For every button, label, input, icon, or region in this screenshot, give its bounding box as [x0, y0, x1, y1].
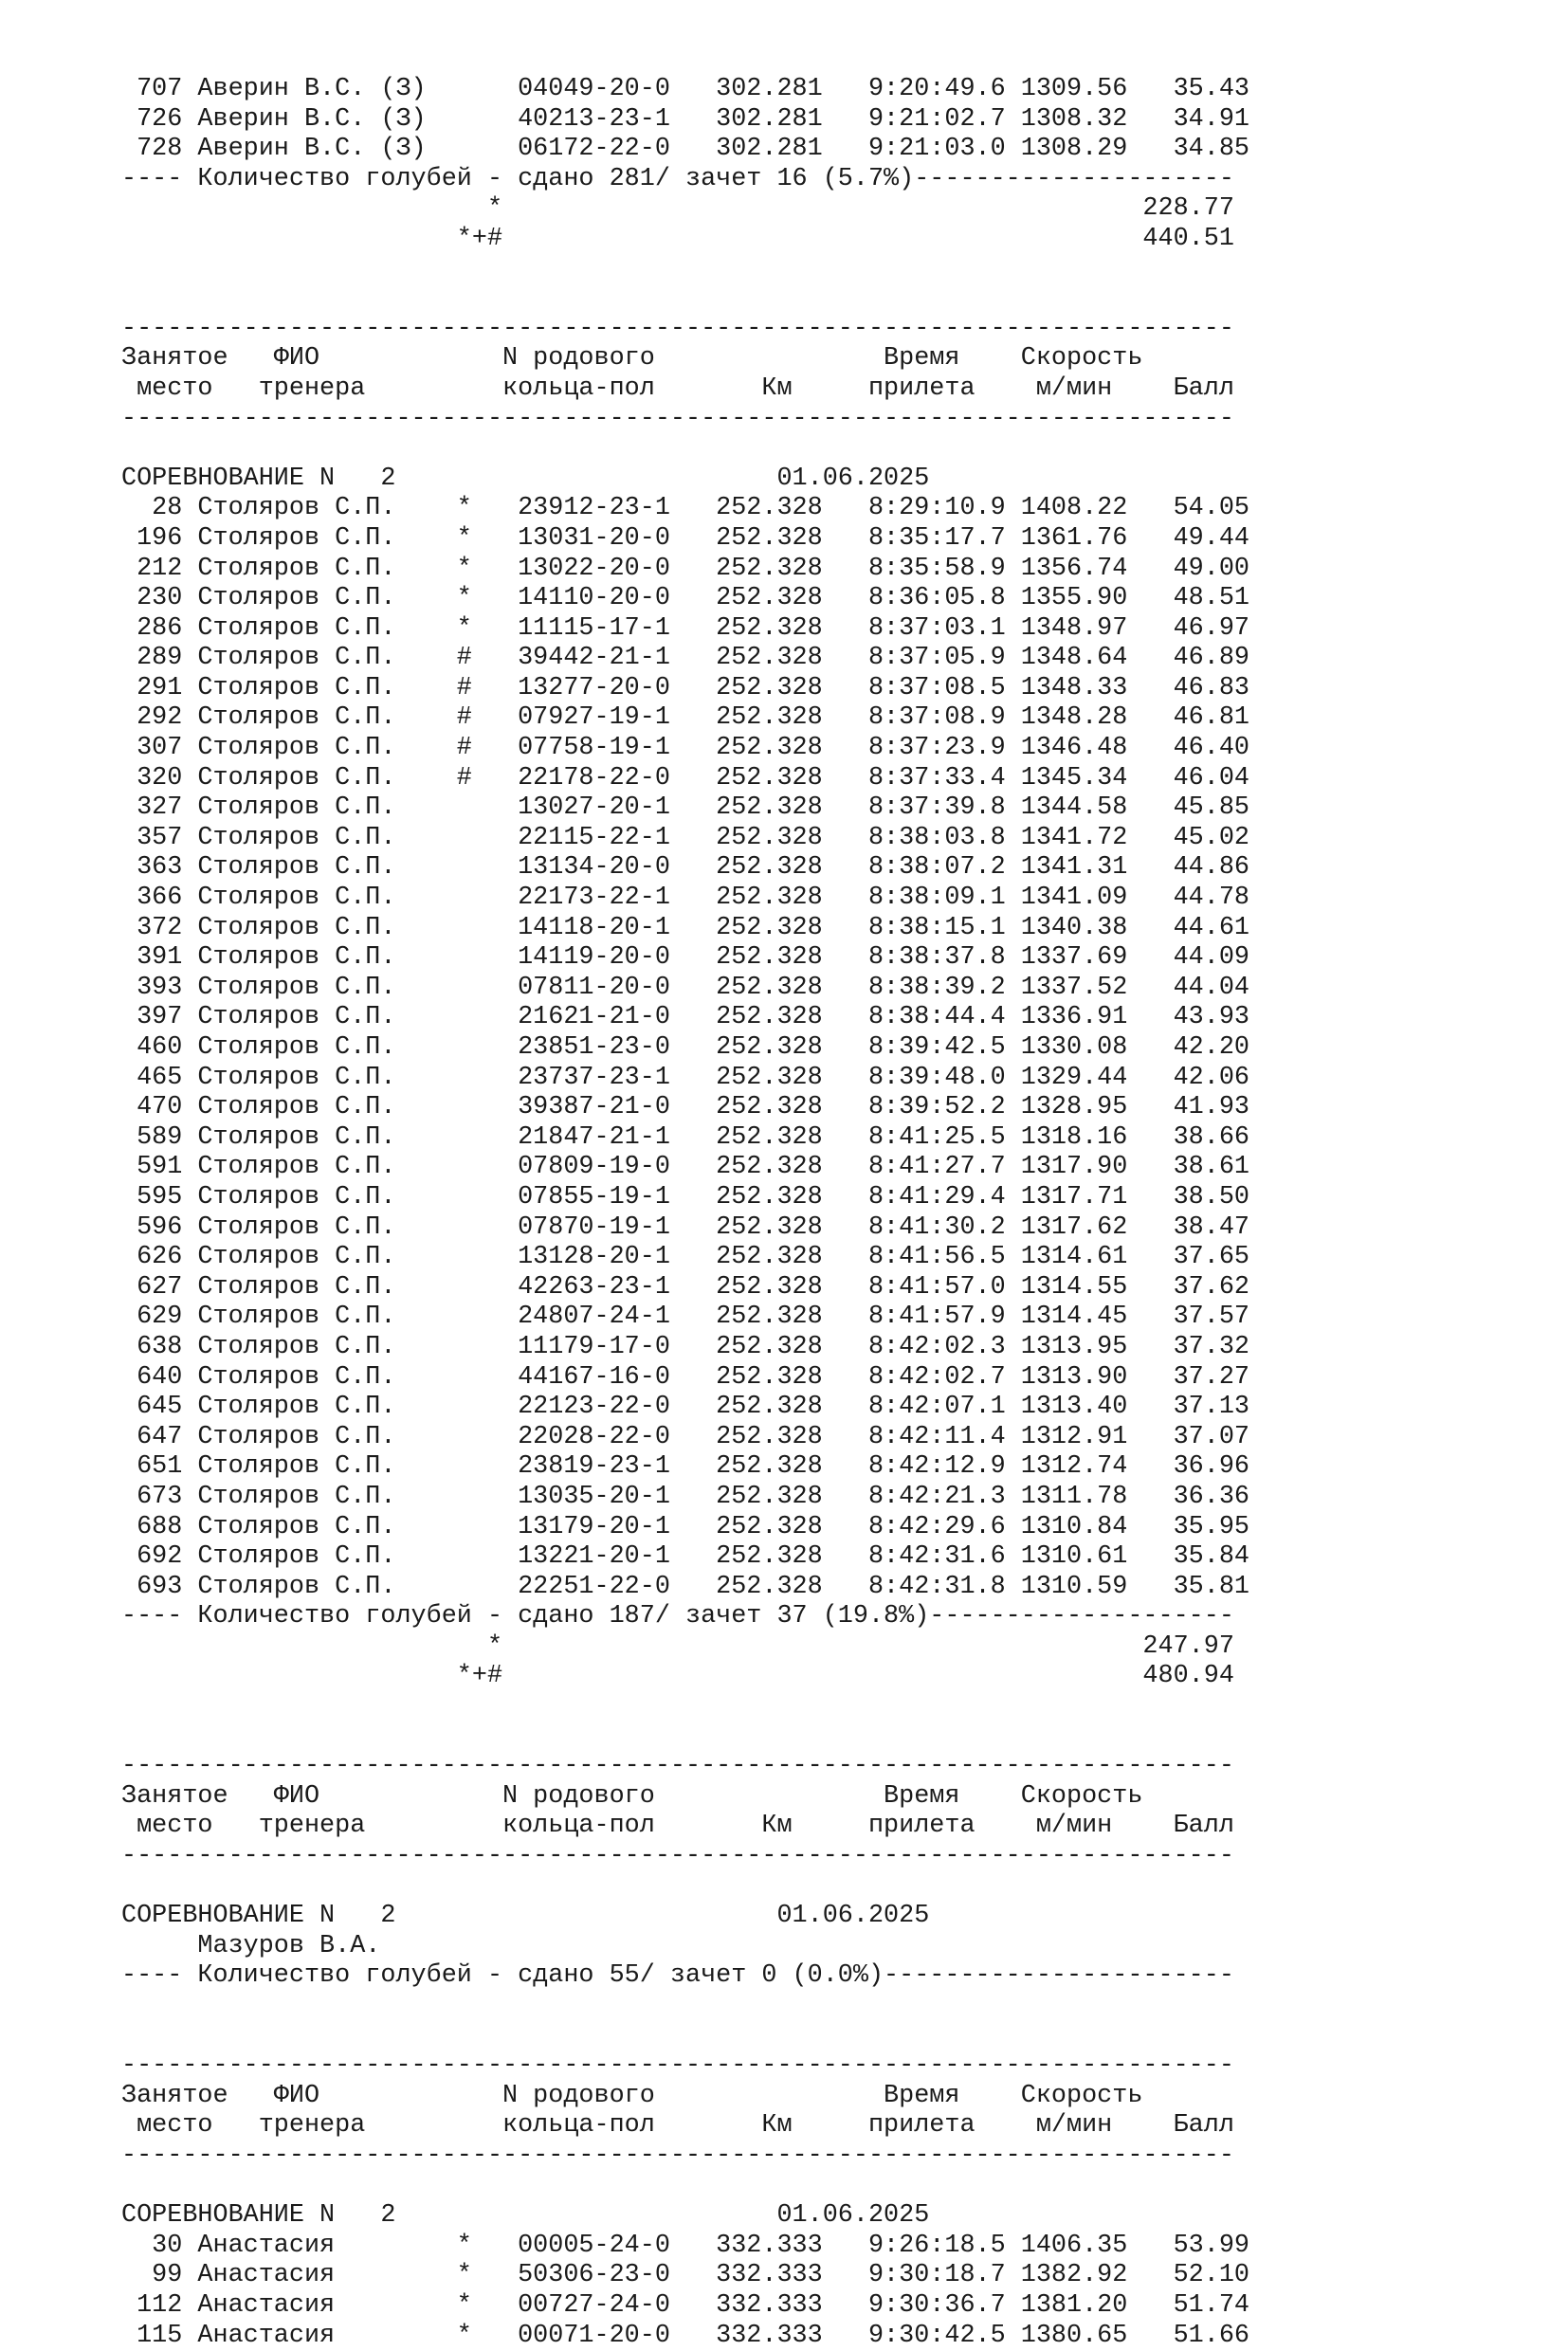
result-row: 320 Столяров С.П. # 22178-22-0 252.328 8:37:33.4 1345.34 46.04	[121, 763, 1249, 793]
trainer-name: Мазуров В.А.	[121, 1931, 381, 1960]
result-row: 307 Столяров С.П. # 07758-19-1 252.328 8:37:23.9 1346.48 46.40	[121, 734, 1249, 763]
result-row: 28 Столяров С.П. * 23912-23-1 252.328 8:29:10.9 1408.22 54.05	[121, 494, 1249, 523]
result-row: 688 Столяров С.П. 13179-20-1 252.328 8:42:29.6 1310.84 35.95	[121, 1512, 1249, 1541]
result-row: 673 Столяров С.П. 13035-20-1 252.328 8:42:21.3 1311.78 36.36	[121, 1482, 1249, 1511]
result-row: 30 Анастасия * 00005-24-0 332.333 9:26:18.5 1406.35 53.99	[121, 2231, 1249, 2260]
result-row: 289 Столяров С.П. # 39442-21-1 252.328 8:37:05.9 1348.64 46.89	[121, 644, 1249, 673]
total-line: * 228.77	[121, 194, 1234, 224]
result-row: 391 Столяров С.П. 14119-20-0 252.328 8:38:37.8 1337.69 44.09	[121, 943, 1249, 973]
header-rule: -------------------------------------------------------------------------	[121, 404, 1234, 433]
result-row: 645 Столяров С.П. 22123-22-0 252.328 8:42:07.1 1313.40 37.13	[121, 1393, 1249, 1422]
result-row: 692 Столяров С.П. 13221-20-1 252.328 8:42:31.6 1310.61 35.84	[121, 1542, 1249, 1572]
result-row: 465 Столяров С.П. 23737-23-1 252.328 8:39:48.0 1329.44 42.06	[121, 1063, 1249, 1092]
blank-line	[121, 434, 1249, 465]
result-row: 372 Столяров С.П. 14118-20-1 252.328 8:38:15.1 1340.38 44.61	[121, 913, 1249, 942]
result-row: 651 Столяров С.П. 23819-23-1 252.328 8:42:12.9 1312.74 36.96	[121, 1452, 1249, 1482]
result-row: 470 Столяров С.П. 39387-21-0 252.328 8:39:52.2 1328.95 41.93	[121, 1093, 1249, 1122]
column-header-bottom: место тренера кольца-пол Км прилета м/мин Балл	[121, 2111, 1234, 2141]
column-header-top: Занятое ФИО N родового Время Скорость	[121, 344, 1143, 374]
result-row: 196 Столяров С.П. * 13031-20-0 252.328 8:35:17.7 1361.76 49.44	[121, 523, 1249, 553]
result-row: 726 Аверин В.С. (З) 40213-23-1 302.281 9:21:02.7 1308.32 34.91	[121, 104, 1249, 134]
summary-line: ---- Количество голубей - сдано 187/ зачет 37 (19.8%)--------------------	[121, 1602, 1234, 1631]
result-row: 591 Столяров С.П. 07809-19-0 252.328 8:41:27.7 1317.90 38.61	[121, 1153, 1249, 1182]
result-row: 291 Столяров С.П. # 13277-20-0 252.328 8:37:08.5 1348.33 46.83	[121, 673, 1249, 702]
summary-line: ---- Количество голубей - сдано 281/ зачет 16 (5.7%)---------------------	[121, 164, 1234, 193]
result-row: 595 Столяров С.П. 07855-19-1 252.328 8:41:29.4 1317.71 38.50	[121, 1182, 1249, 1212]
result-row: 363 Столяров С.П. 13134-20-0 252.328 8:38:07.2 1341.31 44.86	[121, 853, 1249, 883]
column-header-bottom: место тренера кольца-пол Км прилета м/мин Балл	[121, 374, 1234, 403]
header-rule: -------------------------------------------------------------------------	[121, 1842, 1234, 1871]
result-row: 112 Анастасия * 00727-24-0 332.333 9:30:36.7 1381.20 51.74	[121, 2290, 1249, 2320]
result-row: 397 Столяров С.П. 21621-21-0 252.328 8:38:44.4 1336.91 43.93	[121, 1003, 1249, 1032]
result-row: 99 Анастасия * 50306-23-0 332.333 9:30:18.7 1382.92 52.10	[121, 2261, 1249, 2290]
header-rule: -------------------------------------------------------------------------	[121, 2141, 1234, 2170]
result-row: 327 Столяров С.П. 13027-20-1 252.328 8:37:39.8 1344.58 45.85	[121, 793, 1249, 823]
blank-line	[121, 1722, 1249, 1753]
column-header-top: Занятое ФИО N родового Время Скорость	[121, 2081, 1143, 2110]
result-row: 626 Столяров С.П. 13128-20-1 252.328 8:41:56.5 1314.61 37.65	[121, 1243, 1249, 1272]
blank-line	[121, 2172, 1249, 2202]
competition-heading: СОРЕВНОВАНИЕ N 2 01.06.2025	[121, 1902, 930, 1931]
result-row: 638 Столяров С.П. 11179-17-0 252.328 8:42:02.3 1313.95 37.32	[121, 1332, 1249, 1361]
header-rule: -------------------------------------------------------------------------	[121, 1752, 1234, 1781]
result-row: 366 Столяров С.П. 22173-22-1 252.328 8:38:09.1 1341.09 44.78	[121, 884, 1249, 913]
result-row: 286 Столяров С.П. * 11115-17-1 252.328 8:37:03.1 1348.97 46.97	[121, 613, 1249, 643]
total-line: * 247.97	[121, 1631, 1234, 1661]
result-row: 460 Столяров С.П. 23851-23-0 252.328 8:39:42.5 1330.08 42.20	[121, 1033, 1249, 1062]
result-row: 693 Столяров С.П. 22251-22-0 252.328 8:42:31.8 1310.59 35.81	[121, 1572, 1249, 1601]
result-row: 728 Аверин В.С. (З) 06172-22-0 302.281 9:21:03.0 1308.29 34.85	[121, 135, 1249, 164]
result-row: 640 Столяров С.П. 44167-16-0 252.328 8:42:02.7 1313.90 37.27	[121, 1362, 1249, 1392]
blank-line	[121, 1692, 1249, 1722]
competition-heading: СОРЕВНОВАНИЕ N 2 01.06.2025	[121, 2201, 930, 2231]
total-line: *+# 440.51	[121, 224, 1234, 253]
header-rule: -------------------------------------------------------------------------	[121, 314, 1234, 343]
column-header-bottom: место тренера кольца-пол Км прилета м/мин Балл	[121, 1812, 1234, 1841]
result-row: 393 Столяров С.П. 07811-20-0 252.328 8:38:39.2 1337.52 44.04	[121, 973, 1249, 1002]
result-row: 647 Столяров С.П. 22028-22-0 252.328 8:42:11.4 1312.91 37.07	[121, 1422, 1249, 1451]
result-row: 627 Столяров С.П. 42263-23-1 252.328 8:41:57.0 1314.55 37.62	[121, 1272, 1249, 1302]
result-row: 629 Столяров С.П. 24807-24-1 252.328 8:41:57.9 1314.45 37.57	[121, 1303, 1249, 1332]
total-line: *+# 480.94	[121, 1662, 1234, 1691]
result-row: 212 Столяров С.П. * 13022-20-0 252.328 8:35:58.9 1356.74 49.00	[121, 554, 1249, 583]
summary-line: ---- Количество голубей - сдано 55/ зачет 0 (0.0%)-----------------------	[121, 1961, 1234, 1991]
results-printout	[121, 75, 1249, 2351]
blank-line	[121, 284, 1249, 315]
result-row: 292 Столяров С.П. # 07927-19-1 252.328 8:37:08.9 1348.28 46.81	[121, 703, 1249, 733]
result-row: 707 Аверин В.С. (З) 04049-20-0 302.281 9:20:49.6 1309.56 35.43	[121, 75, 1249, 103]
result-row: 589 Столяров С.П. 21847-21-1 252.328 8:41:25.5 1318.16 38.66	[121, 1122, 1249, 1152]
blank-line	[121, 2022, 1249, 2052]
competition-heading: СОРЕВНОВАНИЕ N 2 01.06.2025	[121, 464, 930, 493]
result-row: 230 Столяров С.П. * 14110-20-0 252.328 8:36:05.8 1355.90 48.51	[121, 584, 1249, 613]
blank-line	[121, 1992, 1249, 2022]
result-row: 596 Столяров С.П. 07870-19-1 252.328 8:41:30.2 1317.62 38.47	[121, 1212, 1249, 1242]
header-rule: -------------------------------------------------------------------------	[121, 2051, 1234, 2081]
column-header-top: Занятое ФИО N родового Время Скорость	[121, 1781, 1143, 1811]
result-row: 115 Анастасия * 00071-20-0 332.333 9:30:42.5 1380.65 51.66	[121, 2321, 1249, 2350]
result-row: 357 Столяров С.П. 22115-22-1 252.328 8:38:03.8 1341.72 45.02	[121, 823, 1249, 852]
blank-line	[121, 1872, 1249, 1903]
blank-line	[121, 255, 1249, 285]
